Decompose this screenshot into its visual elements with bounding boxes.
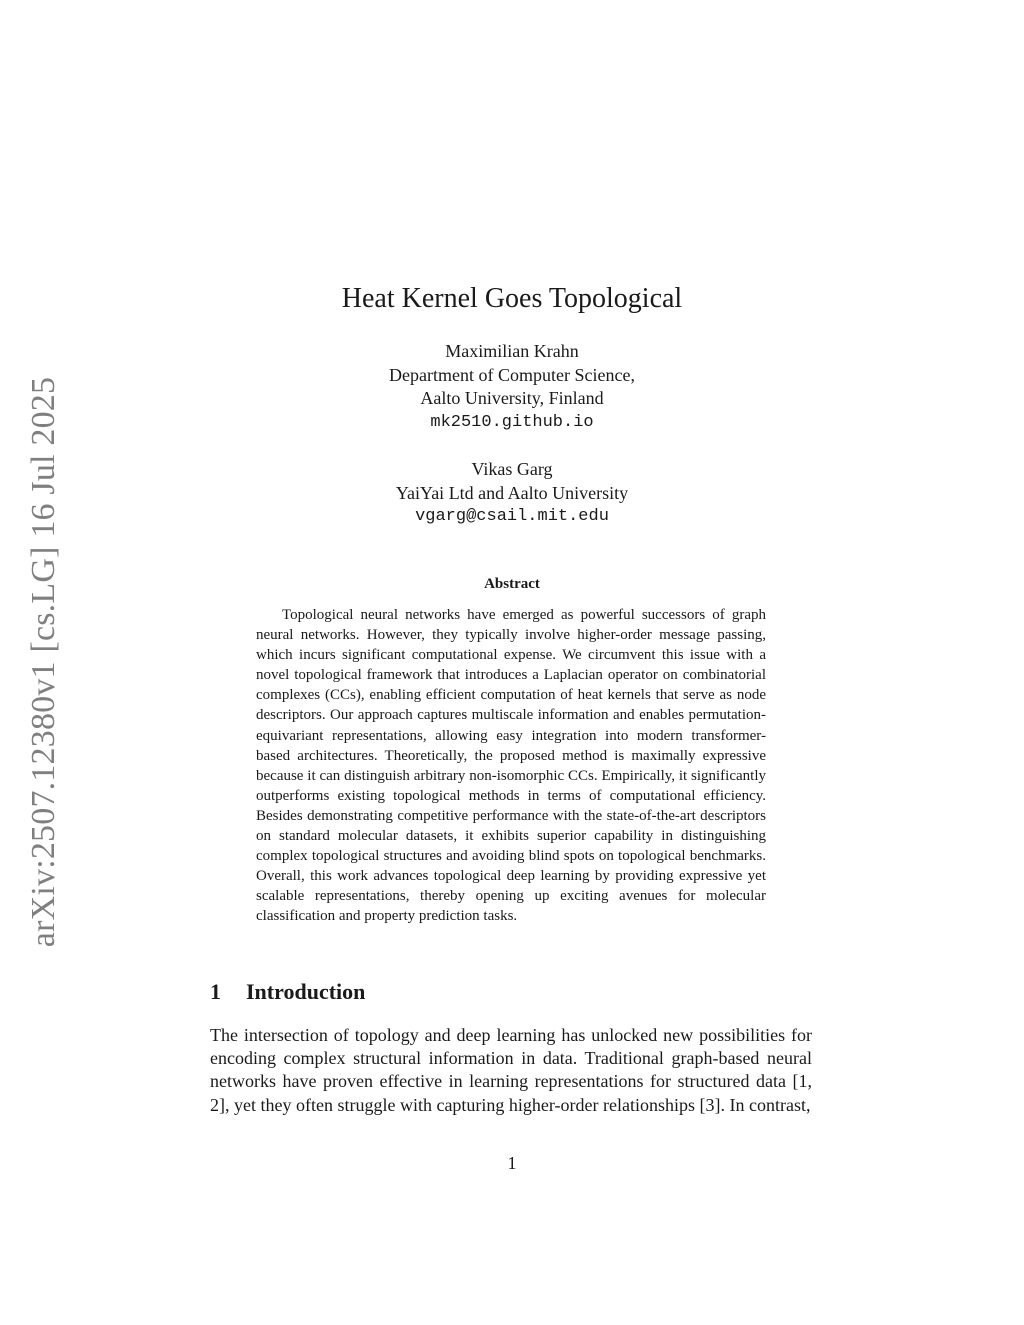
section-heading-introduction	[210, 978, 365, 1006]
section-number: 1	[210, 979, 221, 1004]
author-name: Vikas Garg	[471, 459, 553, 479]
paper-title: Heat Kernel Goes Topological	[341, 283, 683, 314]
author-affiliation: Department of Computer Science,	[389, 364, 635, 385]
abstract-heading: Abstract	[484, 576, 540, 592]
author-affiliation: Aalto University, Finland	[420, 388, 604, 408]
author-name: Maximilian Krahn	[445, 341, 579, 361]
introduction-text: The intersection of topology and deep learning has unlocked new possibilities for encoding complex structural information in data. Traditional graph-based neural networks have proven effective in learning representations for structured data [1, 2], yet they often struggle with capturing higher-order relationships [3]. In contrast,	[210, 1025, 812, 1115]
author-block-1	[0, 340, 1024, 434]
abstract-text: Topological neural networks have emerged as powerful successors of graph neural networks. However, they typically involve higher-order message passing, which incurs significant computational expense. We circumvent this issue with a novel topological framework that introduces a Laplacian operator on combinatorial complexes (CCs), enabling efficient computation of heat kernels that serve as node descriptors. Our approach captures multiscale information and enables permutation-equivariant representations, allowing easy integration into modern transformer-based architectures. Theoretically, the proposed method is maximally expressive because it can distinguish arbitrary non-isomorphic CCs. Empirically, it significantly outperforms existing topological methods in terms of computational efficiency. Besides demonstrating competitive performance with the state-of-the-art descriptors on standard molecular datasets, it exhibits superior capability in distinguishing complex topological structures and avoiding blind spots on topological benchmarks. Overall, this work advances topological deep learning by providing expressive yet scalable representations, thereby opening up exciting avenues for molecular classification and property prediction tasks.	[256, 607, 766, 925]
author-block-2	[0, 458, 1024, 529]
section-title: Introduction	[246, 979, 366, 1004]
author-affiliation: YaiYai Ltd and Aalto University	[395, 482, 629, 503]
author-email-link[interactable]: vgarg@csail.mit.edu	[415, 507, 609, 526]
page-number: 1	[507, 1153, 517, 1173]
author-website-link[interactable]: mk2510.github.io	[430, 412, 594, 432]
arxiv-identifier-stamp: arXiv:2507.12380v1 [cs.LG] 16 Jul 2025	[25, 376, 62, 948]
